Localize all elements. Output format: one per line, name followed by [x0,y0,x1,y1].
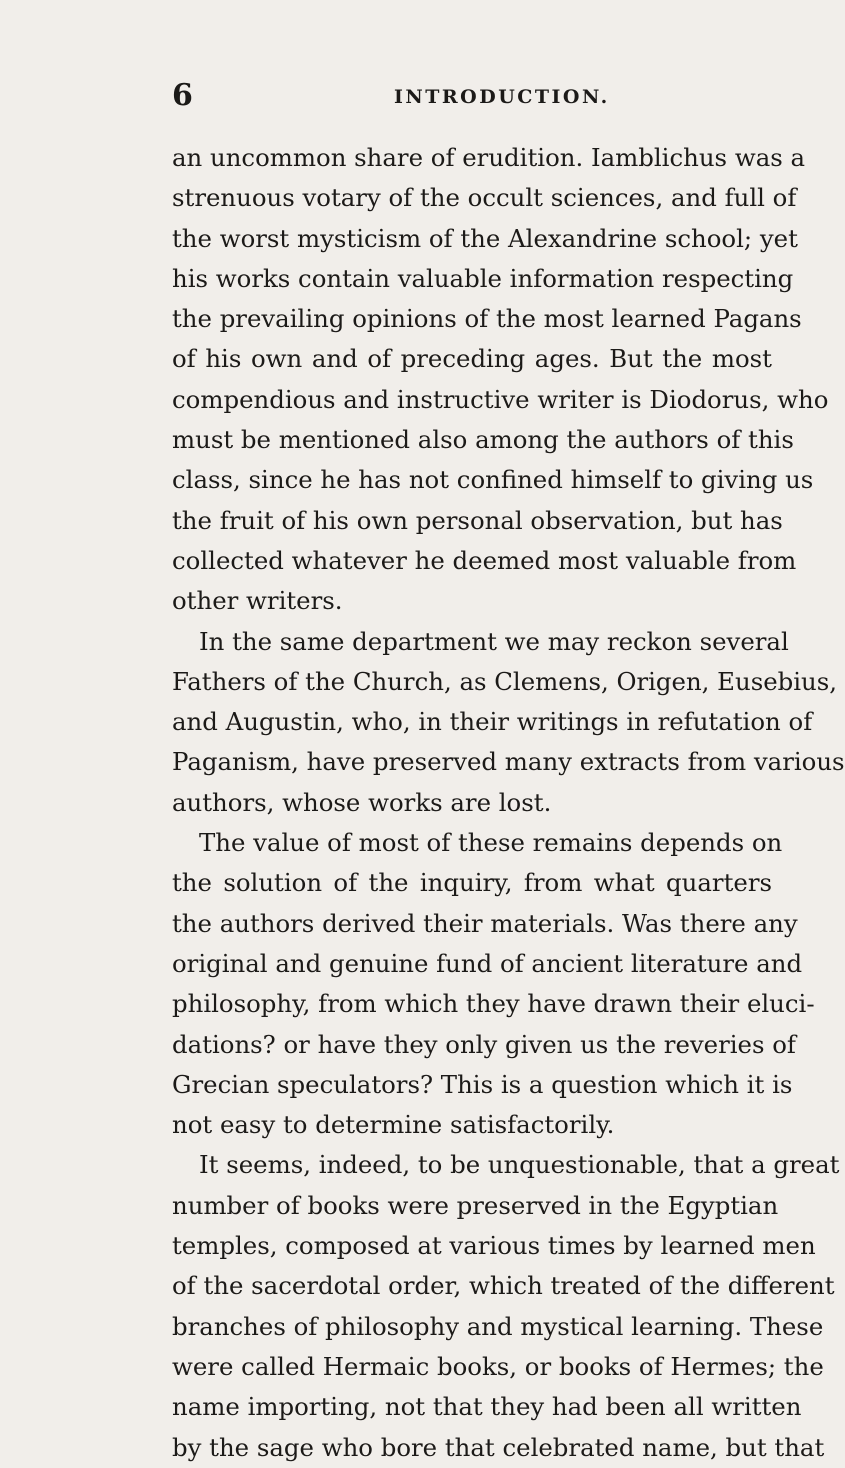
page-number: 6 [172,78,193,113]
page-header [172,78,772,118]
text-line: Fathers of the Church, as Clemens, Origen, Eusebius, [172,666,838,696]
text-line: collected whatever he deemed most valuable from [172,545,797,575]
text-line: the authors derived their materials. Was there any [172,908,798,938]
text-line: branches of philosophy and mystical learning. These [172,1311,824,1341]
text-line: must be mentioned also among the authors of this [172,425,794,455]
text-line: It seems, indeed, to be unquestionable, that a great [199,1150,840,1180]
text-line: of the sacerdotal order, which treated of the different [172,1271,835,1301]
text-line: other writers. [172,586,343,616]
text-line: name importing, not that they had been all written [172,1392,802,1422]
text-line: number of books were preserved in the Egyptian [172,1190,779,1220]
text-line: the fruit of his own personal observation, but has [172,505,783,535]
text-line: his works contain valuable information respecting [172,263,794,293]
text-line: by the sage who bore that celebrated name, but that [172,1432,825,1462]
text-line: The value of most of these remains depends on [199,828,783,858]
body-text [172,138,845,1468]
text-line: Paganism, have preserved many extracts from various [172,747,845,777]
text-line: the prevailing opinions of the most learned Pagans [172,304,802,334]
text-line: of his own and of preceding ages. But the most [172,344,772,374]
text-line: dations? or have they only given us the reveries of [172,1029,796,1059]
text-line: philosophy, from which they have drawn their eluci- [172,989,815,1019]
text-line: the solution of the inquiry, from what quarters [172,868,772,898]
text-line: and Augustin, who, in their writings in refutation of [172,707,813,737]
text-line: original and genuine fund of ancient literature and [172,948,803,978]
text-line: the worst mysticism of the Alexandrine school; yet [172,223,798,253]
running-head: INTRODUCTION. [394,86,610,108]
text-line: not easy to determine satisfactorily. [172,1110,615,1140]
text-line: were called Hermaic books, or books of Hermes; the [172,1351,824,1381]
text-line: Grecian speculators? This is a question which it is [172,1069,793,1099]
text-line: temples, composed at various times by learned men [172,1231,816,1261]
text-line: class, since he has not confined himself to giving us [172,465,814,495]
text-line: In the same department we may reckon several [199,626,789,656]
text-line: compendious and instructive writer is Diodorus, who [172,384,829,414]
text-line: strenuous votary of the occult sciences, and full of [172,183,797,213]
text-line: an uncommon share of erudition. Iamblichus was a [172,143,806,172]
text-line: authors, whose works are lost. [172,787,552,817]
